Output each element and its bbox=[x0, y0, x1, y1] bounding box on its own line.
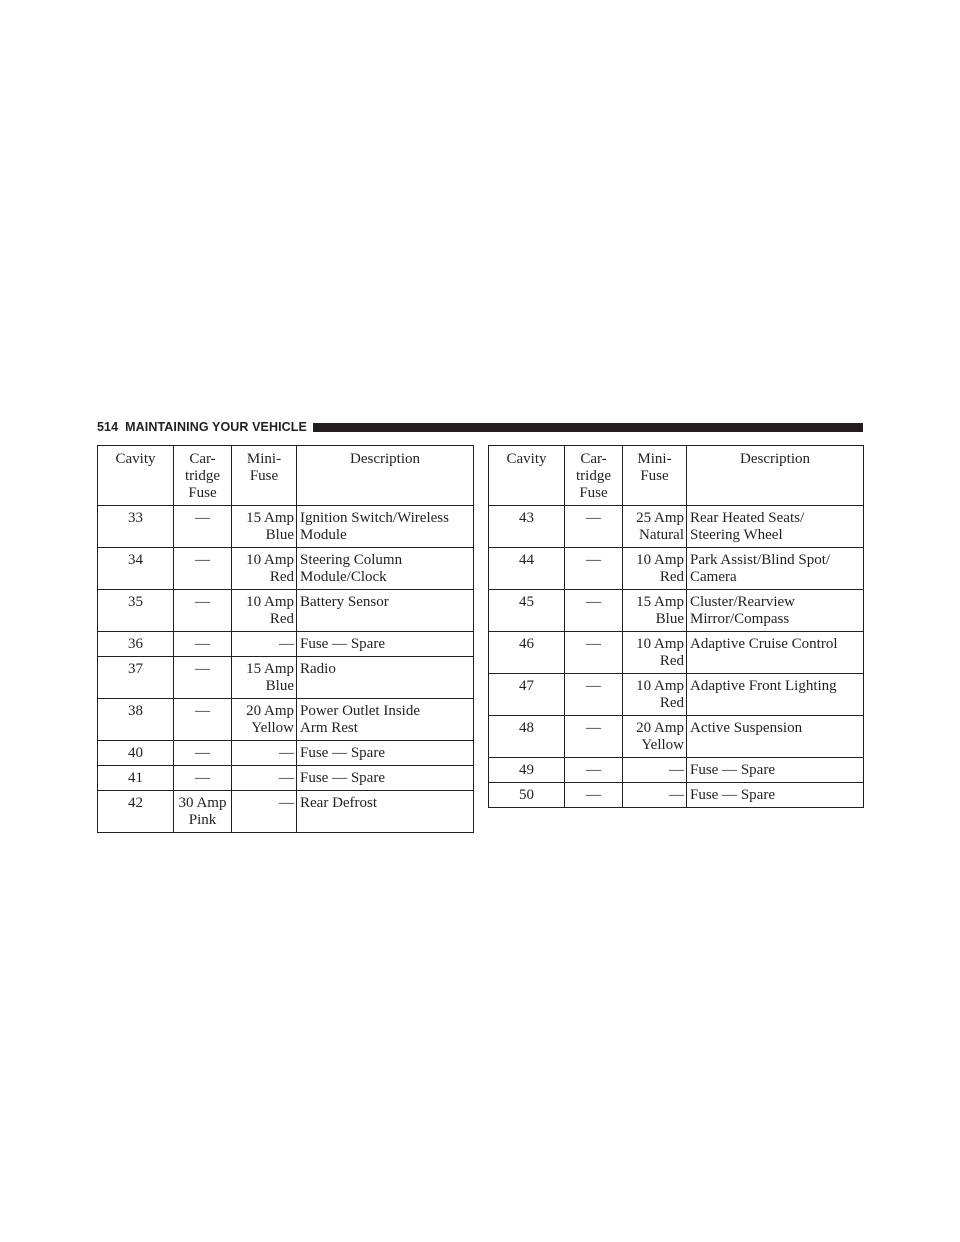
cell-cartridge: — bbox=[565, 632, 623, 674]
cell-description: Cluster/Rearview Mirror/Compass bbox=[687, 590, 864, 632]
table-row bbox=[98, 548, 474, 590]
cell-cavity: 34 bbox=[98, 548, 174, 590]
cell-description: Radio bbox=[297, 657, 474, 699]
cell-mini-fuse: 15 Amp Blue bbox=[232, 506, 297, 548]
cell-cavity: 35 bbox=[98, 590, 174, 632]
table-row bbox=[489, 783, 864, 808]
cell-mini-fuse: 25 Amp Natural bbox=[623, 506, 687, 548]
table-row bbox=[489, 590, 864, 632]
cell-cartridge: — bbox=[174, 590, 232, 632]
col-header-mini: Mini- Fuse bbox=[623, 446, 687, 506]
table-row bbox=[98, 791, 474, 833]
cell-mini-fuse: — bbox=[623, 783, 687, 808]
cell-cartridge: — bbox=[174, 548, 232, 590]
cell-mini-fuse: 20 Amp Yellow bbox=[623, 716, 687, 758]
cell-cartridge: — bbox=[565, 674, 623, 716]
cell-mini-fuse: — bbox=[232, 766, 297, 791]
cell-cartridge: — bbox=[174, 506, 232, 548]
cell-cavity: 46 bbox=[489, 632, 565, 674]
cell-description: Rear Defrost bbox=[297, 791, 474, 833]
table-row bbox=[98, 766, 474, 791]
header-text bbox=[97, 420, 307, 434]
page-number: 514 bbox=[97, 420, 119, 434]
cell-cavity: 47 bbox=[489, 674, 565, 716]
cell-description: Fuse — Spare bbox=[297, 741, 474, 766]
cell-cartridge: — bbox=[565, 783, 623, 808]
cell-mini-fuse: 10 Amp Red bbox=[623, 674, 687, 716]
cell-cartridge: — bbox=[565, 506, 623, 548]
table-row bbox=[489, 632, 864, 674]
cell-cavity: 48 bbox=[489, 716, 565, 758]
cell-cartridge: — bbox=[565, 548, 623, 590]
table-row bbox=[489, 716, 864, 758]
cell-mini-fuse: — bbox=[623, 758, 687, 783]
cell-cavity: 44 bbox=[489, 548, 565, 590]
col-header-cavity: Cavity bbox=[489, 446, 565, 506]
cell-description: Rear Heated Seats/ Steering Wheel bbox=[687, 506, 864, 548]
cell-description: Fuse — Spare bbox=[687, 783, 864, 808]
cell-cavity: 33 bbox=[98, 506, 174, 548]
cell-mini-fuse: 10 Amp Red bbox=[232, 548, 297, 590]
table-header-row bbox=[489, 446, 864, 506]
cell-description: Fuse — Spare bbox=[297, 632, 474, 657]
cell-mini-fuse: 10 Amp Red bbox=[623, 632, 687, 674]
cell-cartridge: 30 Amp Pink bbox=[174, 791, 232, 833]
cell-mini-fuse: 10 Amp Red bbox=[623, 548, 687, 590]
cell-cavity: 36 bbox=[98, 632, 174, 657]
cell-mini-fuse: 20 Amp Yellow bbox=[232, 699, 297, 741]
cell-cavity: 45 bbox=[489, 590, 565, 632]
col-header-cartridge: Car- tridge Fuse bbox=[174, 446, 232, 506]
cell-cavity: 49 bbox=[489, 758, 565, 783]
cell-description: Power Outlet Inside Arm Rest bbox=[297, 699, 474, 741]
header-rule bbox=[313, 423, 863, 432]
cell-description: Park Assist/Blind Spot/ Camera bbox=[687, 548, 864, 590]
table-row bbox=[98, 741, 474, 766]
page-header bbox=[97, 416, 863, 438]
table-row bbox=[489, 548, 864, 590]
cell-cartridge: — bbox=[565, 716, 623, 758]
cell-description: Adaptive Front Lighting bbox=[687, 674, 864, 716]
cell-cartridge: — bbox=[174, 741, 232, 766]
cell-description: Fuse — Spare bbox=[297, 766, 474, 791]
table-header-row bbox=[98, 446, 474, 506]
table-row bbox=[98, 632, 474, 657]
cell-description: Steering Column Module/Clock bbox=[297, 548, 474, 590]
cell-cartridge: — bbox=[174, 657, 232, 699]
cell-description: Ignition Switch/Wireless Module bbox=[297, 506, 474, 548]
table-row bbox=[98, 699, 474, 741]
cell-description: Battery Sensor bbox=[297, 590, 474, 632]
fuse-table-left-body bbox=[98, 506, 474, 833]
cell-cavity: 37 bbox=[98, 657, 174, 699]
table-row bbox=[489, 506, 864, 548]
cell-cavity: 38 bbox=[98, 699, 174, 741]
col-header-cavity: Cavity bbox=[98, 446, 174, 506]
table-row bbox=[98, 657, 474, 699]
cell-mini-fuse: 15 Amp Blue bbox=[232, 657, 297, 699]
fuse-table-left bbox=[97, 445, 474, 833]
cell-cartridge: — bbox=[174, 699, 232, 741]
cell-mini-fuse: — bbox=[232, 741, 297, 766]
cell-mini-fuse: — bbox=[232, 632, 297, 657]
cell-cartridge: — bbox=[565, 758, 623, 783]
cell-cavity: 40 bbox=[98, 741, 174, 766]
col-header-cartridge: Car- tridge Fuse bbox=[565, 446, 623, 506]
cell-description: Fuse — Spare bbox=[687, 758, 864, 783]
cell-cavity: 43 bbox=[489, 506, 565, 548]
cell-mini-fuse: — bbox=[232, 791, 297, 833]
cell-cartridge: — bbox=[565, 590, 623, 632]
fuse-table-right bbox=[488, 445, 864, 808]
table-row bbox=[489, 758, 864, 783]
section-title: MAINTAINING YOUR VEHICLE bbox=[125, 420, 307, 434]
fuse-table-right-body bbox=[489, 506, 864, 808]
cell-cavity: 42 bbox=[98, 791, 174, 833]
cell-cartridge: — bbox=[174, 632, 232, 657]
cell-description: Adaptive Cruise Control bbox=[687, 632, 864, 674]
cell-cartridge: — bbox=[174, 766, 232, 791]
table-row bbox=[98, 590, 474, 632]
cell-cavity: 41 bbox=[98, 766, 174, 791]
cell-mini-fuse: 10 Amp Red bbox=[232, 590, 297, 632]
cell-mini-fuse: 15 Amp Blue bbox=[623, 590, 687, 632]
table-row bbox=[98, 506, 474, 548]
table-row bbox=[489, 674, 864, 716]
col-header-mini: Mini- Fuse bbox=[232, 446, 297, 506]
cell-description: Active Suspension bbox=[687, 716, 864, 758]
col-header-description: Description bbox=[687, 446, 864, 506]
cell-cavity: 50 bbox=[489, 783, 565, 808]
col-header-description: Description bbox=[297, 446, 474, 506]
